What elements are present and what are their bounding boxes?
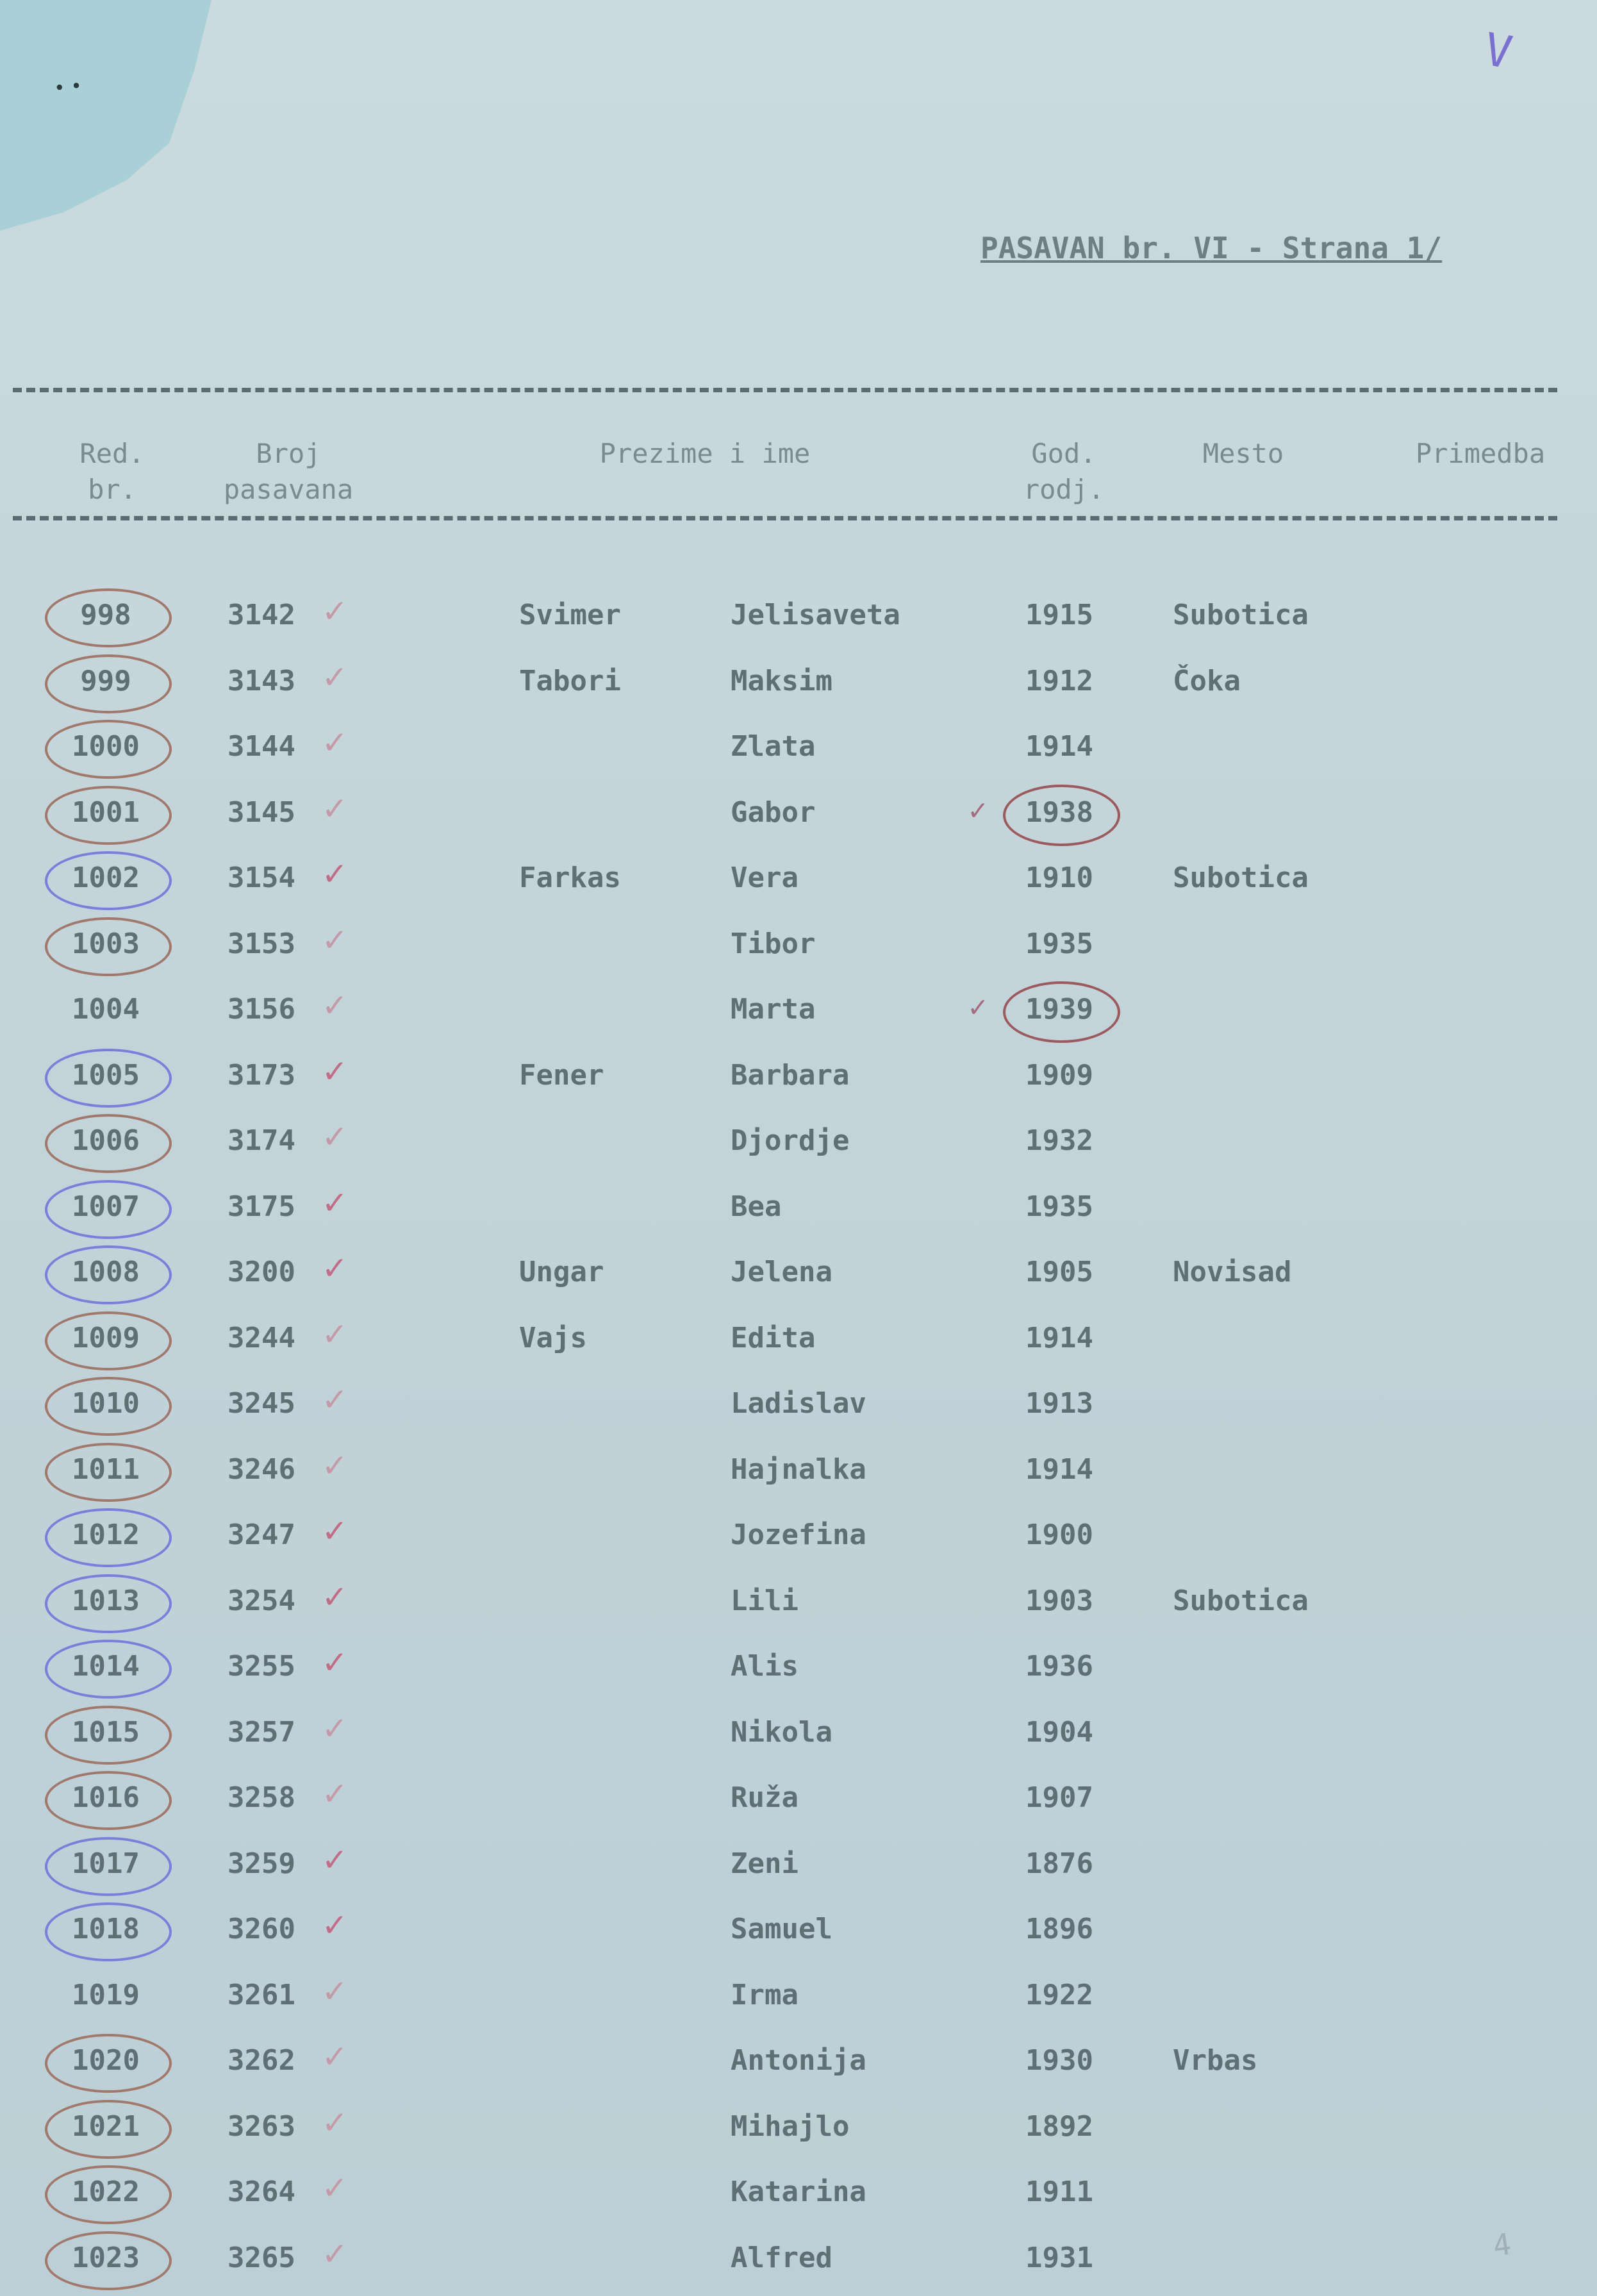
table-row [0, 1109, 1597, 1173]
entry-number: 1020 [72, 2044, 140, 2077]
birth-year: 1909 [1025, 1058, 1093, 1092]
first-name: Maksim [731, 664, 832, 697]
surname: Fener [519, 1058, 604, 1092]
pass-number: 3261 [228, 1978, 295, 2011]
check-mark-icon: ✓ [324, 590, 345, 631]
birth-year: 1896 [1025, 1913, 1093, 1945]
check-mark-icon: ✓ [324, 786, 345, 829]
table-row [0, 1701, 1597, 1765]
table-row [0, 2029, 1597, 2093]
first-name: Hajnalka [731, 1452, 866, 1486]
birth-year: 1903 [1025, 1584, 1093, 1617]
check-mark-icon: ✓ [324, 2167, 345, 2208]
table-row [0, 846, 1597, 910]
check-mark-icon: ✓ [324, 1969, 345, 2011]
place: Novisad [1173, 1256, 1292, 1288]
check-mark-icon: ✓ [969, 792, 987, 827]
entry-number: 1015 [72, 1715, 140, 1749]
table-row [0, 912, 1597, 976]
check-mark-icon: ✓ [324, 1575, 345, 1617]
check-mark-icon: ✓ [324, 1181, 345, 1223]
birth-year: 1914 [1025, 1452, 1093, 1486]
first-name: Alfred [731, 2241, 832, 2274]
table-row [0, 1963, 1597, 2027]
surname: Tabori [519, 664, 621, 697]
entry-number: 1001 [72, 795, 140, 829]
col-head-god: God. rodj. [1023, 438, 1105, 505]
birth-year: 1914 [1025, 1321, 1093, 1354]
place: Subotica [1173, 1584, 1309, 1617]
entry-number: 1017 [72, 1847, 140, 1880]
pass-number: 3154 [228, 861, 295, 894]
table-row [0, 1044, 1597, 1108]
entry-number: 1016 [72, 1781, 140, 1814]
first-name: Lili [731, 1584, 798, 1617]
birth-year: 1913 [1025, 1387, 1093, 1420]
col-head-mesto: Mesto [1202, 438, 1284, 469]
surname: Farkas [519, 861, 621, 894]
entry-number: 1022 [72, 2175, 140, 2208]
corner-ink-mark: .. [49, 49, 88, 101]
table-row [0, 781, 1597, 845]
entry-number: 1005 [72, 1058, 140, 1092]
first-name: Ruža [731, 1781, 798, 1814]
check-mark-icon: ✓ [324, 1510, 345, 1551]
birth-year-circle [1003, 785, 1120, 846]
check-mark-icon: ✓ [969, 989, 987, 1024]
entry-number: 1019 [72, 1978, 140, 2011]
check-mark-icon: ✓ [324, 655, 345, 697]
birth-year: 1907 [1025, 1781, 1093, 1814]
birth-year: 1936 [1025, 1650, 1093, 1683]
check-mark-icon: ✓ [324, 721, 345, 763]
birth-year: 1911 [1025, 2175, 1093, 2208]
surname: Svimer [519, 599, 621, 631]
birth-year: 1914 [1025, 730, 1093, 763]
birth-year: 1939 [1025, 993, 1093, 1026]
first-name: Jozefina [731, 1518, 866, 1551]
first-name: Vera [731, 861, 798, 894]
pass-number: 3144 [228, 730, 295, 763]
check-mark-icon: ✓ [324, 1772, 345, 1814]
first-name: Tibor [731, 927, 816, 960]
entry-number: 1023 [72, 2241, 140, 2274]
first-name: Edita [731, 1321, 816, 1354]
first-name: Jelena [731, 1256, 832, 1288]
pass-number: 3247 [228, 1518, 295, 1551]
birth-year: 1876 [1025, 1847, 1093, 1880]
birth-year: 1900 [1025, 1518, 1093, 1551]
check-mark-icon: ✓ [324, 1443, 345, 1486]
col-head-broj: Broj pasavana [223, 438, 354, 505]
check-mark-icon: ✓ [324, 1247, 345, 1288]
pass-number: 3142 [228, 599, 295, 631]
birth-year: 1904 [1025, 1715, 1093, 1749]
surname: Vajs [519, 1321, 587, 1354]
pass-number: 3145 [228, 795, 295, 829]
page-title: PASAVAN br. VI - Strana 1/ [981, 231, 1443, 265]
table-row [0, 1306, 1597, 1370]
birth-year: 1912 [1025, 664, 1093, 697]
entry-number: 999 [80, 664, 131, 697]
surname: Ungar [519, 1256, 604, 1288]
check-mark-icon: ✓ [324, 984, 345, 1026]
entry-number: 1003 [72, 927, 140, 960]
first-name: Gabor [731, 795, 816, 829]
pass-number: 3246 [228, 1452, 295, 1486]
birth-year: 1932 [1025, 1124, 1093, 1157]
table-row [0, 1175, 1597, 1239]
pass-number: 3254 [228, 1584, 295, 1617]
pass-number: 3173 [228, 1058, 295, 1092]
check-mark-icon: ✓ [324, 2232, 345, 2274]
table-row [0, 649, 1597, 713]
col-head-primedba: Primedba [1415, 438, 1546, 469]
birth-year: 1915 [1025, 599, 1093, 631]
place: Subotica [1173, 861, 1309, 894]
birth-year-circle [1003, 981, 1120, 1043]
birth-year: 1910 [1025, 861, 1093, 894]
pass-number: 3264 [228, 2175, 295, 2208]
first-name: Zlata [731, 730, 816, 763]
table-row [0, 1897, 1597, 1961]
check-mark-icon: V [1480, 22, 1516, 79]
birth-year: 1892 [1025, 2109, 1093, 2143]
entry-number: 1021 [72, 2109, 140, 2143]
check-mark-icon: ✓ [324, 1115, 345, 1157]
pass-number: 3143 [228, 664, 295, 697]
first-name: Mihajlo [731, 2109, 850, 2143]
torn-corner [0, 0, 211, 231]
pass-number: 3255 [228, 1650, 295, 1683]
place: Vrbas [1173, 2044, 1258, 2077]
pass-number: 3258 [228, 1781, 295, 1814]
pass-number: 3156 [228, 993, 295, 1026]
check-mark-icon: ✓ [324, 1706, 345, 1749]
table-row [0, 583, 1597, 647]
check-mark-icon: ✓ [324, 853, 345, 894]
table-row [0, 1503, 1597, 1567]
first-name: Irma [731, 1978, 798, 2011]
check-mark-icon: ✓ [324, 1049, 345, 1092]
entry-number: 1009 [72, 1321, 140, 1354]
first-name: Nikola [731, 1715, 832, 1749]
birth-year: 1905 [1025, 1256, 1093, 1288]
check-mark-icon: ✓ [324, 1378, 345, 1420]
first-name: Katarina [731, 2175, 866, 2208]
entry-number: 1004 [72, 993, 140, 1026]
pass-number: 3257 [228, 1715, 295, 1749]
check-mark-icon: ✓ [324, 2101, 345, 2143]
entry-number: 1000 [72, 730, 140, 763]
table-row [0, 1372, 1597, 1436]
first-name: Samuel [731, 1913, 832, 1945]
pass-number: 3153 [228, 927, 295, 960]
first-name: Jelisaveta [731, 599, 900, 631]
entry-number: 1014 [72, 1650, 140, 1683]
pass-number: 3244 [228, 1321, 295, 1354]
check-mark-icon: ✓ [324, 918, 345, 960]
first-name: Bea [731, 1190, 782, 1223]
check-mark-icon: ✓ [324, 1641, 345, 1683]
entry-number: 1013 [72, 1584, 140, 1617]
entry-number: 1012 [72, 1518, 140, 1551]
birth-year: 1931 [1025, 2241, 1093, 2274]
entry-number: 1018 [72, 1913, 140, 1945]
birth-year: 1935 [1025, 927, 1093, 960]
table-row [0, 1240, 1597, 1304]
table-row [0, 1438, 1597, 1502]
table-row [0, 715, 1597, 779]
check-mark-icon: ✓ [324, 1904, 345, 1945]
header-bottom-rule [13, 516, 1557, 520]
entry-number: 1008 [72, 1256, 140, 1288]
entry-number: 1006 [72, 1124, 140, 1157]
table-row [0, 1569, 1597, 1633]
entry-number: 1010 [72, 1387, 140, 1420]
table-row [0, 2226, 1597, 2290]
col-head-red-br: Red. br. [79, 438, 145, 505]
birth-year: 1935 [1025, 1190, 1093, 1223]
table-row [0, 1635, 1597, 1699]
check-mark-icon: ✓ [324, 2035, 345, 2077]
first-name: Marta [731, 993, 816, 1026]
first-name: Barbara [731, 1058, 850, 1092]
page-number: 4 [1491, 2226, 1514, 2263]
entry-number: 998 [80, 599, 131, 631]
pass-number: 3200 [228, 1256, 295, 1288]
pass-number: 3260 [228, 1913, 295, 1945]
header-top-rule [13, 388, 1557, 392]
entry-number: 1002 [72, 861, 140, 894]
pass-number: 3265 [228, 2241, 295, 2274]
pass-number: 3245 [228, 1387, 295, 1420]
entry-number: 1011 [72, 1452, 140, 1486]
check-mark-icon: ✓ [324, 1312, 345, 1354]
entry-number: 1007 [72, 1190, 140, 1223]
birth-year: 1922 [1025, 1978, 1093, 2011]
table-row [0, 2160, 1597, 2224]
pass-number: 3174 [228, 1124, 295, 1157]
place: Subotica [1173, 599, 1309, 631]
table-row [0, 977, 1597, 1042]
first-name: Alis [731, 1650, 798, 1683]
pass-number: 3263 [228, 2109, 295, 2143]
table-row [0, 1766, 1597, 1830]
check-mark-icon: ✓ [324, 1838, 345, 1880]
first-name: Ladislav [731, 1387, 866, 1420]
pass-number: 3259 [228, 1847, 295, 1880]
birth-year: 1938 [1025, 795, 1093, 829]
table-row [0, 1832, 1597, 1896]
place: Čoka [1173, 664, 1241, 697]
first-name: Djordje [731, 1124, 850, 1157]
table-row [0, 2095, 1597, 2159]
pass-number: 3262 [228, 2044, 295, 2077]
first-name: Zeni [731, 1847, 798, 1880]
col-head-prezime-ime: Prezime i ime [599, 438, 811, 469]
pass-number: 3175 [228, 1190, 295, 1223]
birth-year: 1930 [1025, 2044, 1093, 2077]
first-name: Antonija [731, 2044, 866, 2077]
